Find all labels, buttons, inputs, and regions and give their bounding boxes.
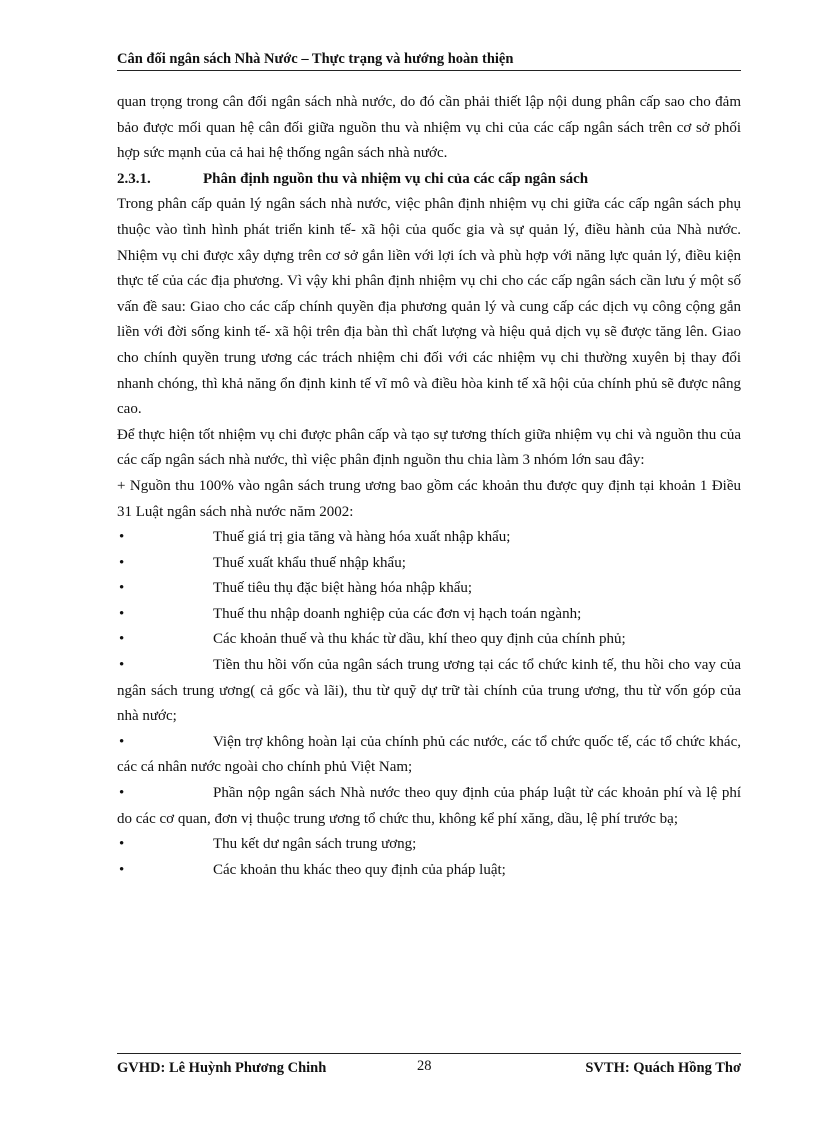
list-item: • Thuế xuất khẩu thuế nhập khẩu; xyxy=(117,551,741,577)
list-item: • Viện trợ không hoàn lại của chính phủ các nước, các tổ chức quốc tế, các tổ chức khác, các cá nhân nước ngoài cho chính phủ Việt Nam; xyxy=(117,730,741,781)
bullet-icon: • xyxy=(119,657,125,674)
running-footer xyxy=(117,1053,741,1076)
list-item: • Thu kết dư ngân sách trung ương; xyxy=(117,832,741,858)
bullet-icon: • xyxy=(119,785,125,802)
bullet-icon: • xyxy=(119,554,125,571)
paragraph-revenue-groups: Để thực hiện tốt nhiệm vụ chi được phân cấp và tạo sự tương thích giữa nhiệm vụ chi và nguồn thu của các cấp ngân sách nhà nước, thì việc phân định nguồn thu chia làm 3 nhóm lớn sau đây: xyxy=(117,426,741,469)
list-item: • Thuế giá trị gia tăng và hàng hóa xuất nhập khẩu; xyxy=(117,525,741,551)
section-heading xyxy=(117,167,741,193)
list-item: • Thuế tiêu thụ đặc biệt hàng hóa nhập khẩu; xyxy=(117,576,741,602)
bullet-icon: • xyxy=(119,529,125,546)
bullet-icon: • xyxy=(119,836,125,853)
list-item: • Các khoản thuế và thu khác từ dầu, khí theo quy định của chính phủ; xyxy=(117,627,741,653)
section-number: 2.3.1. xyxy=(117,170,151,187)
supervisor-name: GVHD: Lê Huỳnh Phương Chinh xyxy=(117,1060,327,1076)
paragraph-intro: quan trọng trong cân đối ngân sách nhà nước, do đó cần phải thiết lập nội dung phân cấp sao cho đảm bảo được mối quan hệ cân đối giữa nguồn thu và nhiệm vụ chi của các cấp ngân sách trên cơ sở phối hợp sức mạnh của cả hai hệ thống ngân sách nhà nước. xyxy=(117,94,741,162)
bullet-icon: • xyxy=(119,580,125,597)
header-title: Cân đối ngân sách Nhà Nước – Thực trạng và hướng hoàn thiện xyxy=(117,51,514,67)
page-number: 28 xyxy=(417,1058,432,1074)
student-name: SVTH: Quách Hồng Thơ xyxy=(585,1060,741,1076)
page-body xyxy=(117,90,741,883)
bullet-icon: • xyxy=(119,631,125,648)
running-header xyxy=(117,50,741,71)
paragraph-central-revenue: + Nguồn thu 100% vào ngân sách trung ương bao gồm các khoản thu được quy định tại khoản 1 Điều 31 Luật ngân sách nhà nước năm 2002: xyxy=(117,477,741,520)
section-title: Phân định nguồn thu và nhiệm vụ chi của các cấp ngân sách xyxy=(203,170,589,187)
paragraph-spending-duties: Trong phân cấp quản lý ngân sách nhà nước, việc phân định nhiệm vụ chi giữa các cấp ngân sách phụ thuộc vào tình hình phát triển kinh tế- xã hội của quốc gia và sự quản lý, điều hành của Nhà nước. Nhiệm vụ chi được xây dựng trên cơ sở gắn liền với lợi ích và phù hợp với năng lực quản lý, điều kiện thực tế của các địa phương. Vì vậy khi phân định nhiệm vụ chi cho các cấp ngân sách cần lưu ý một số vấn đề sau: Giao cho các cấp chính quyền địa phương quản lý và cung cấp các dịch vụ công cộng gắn liền với đời sống kinh tế- xã hội trên địa bàn thì chất lượng và hiệu quả dịch vụ sẽ được tăng lên. Giao cho chính quyền trung ương các trách nhiệm chi đối với các nhiệm vụ chi thường xuyên bị thay đổi nhanh chóng, thì khả năng ổn định kinh tế vĩ mô và điều hòa kinh tế xã hội của chính phủ sẽ được nâng cao. xyxy=(117,196,741,418)
list-item: • Phần nộp ngân sách Nhà nước theo quy định của pháp luật từ các khoản phí và lệ phí do các cơ quan, đơn vị thuộc trung ương tổ chức thu, không kể phí xăng, dầu, lệ phí trước bạ; xyxy=(117,781,741,832)
list-item: • Các khoản thu khác theo quy định của pháp luật; xyxy=(117,858,741,884)
bullet-icon: • xyxy=(119,605,125,622)
list-item: • Thuế thu nhập doanh nghiệp của các đơn vị hạch toán ngành; xyxy=(117,602,741,628)
bullet-icon: • xyxy=(119,861,125,878)
bullet-icon: • xyxy=(119,733,125,750)
list-item: • Tiền thu hồi vốn của ngân sách trung ương tại các tổ chức kinh tế, thu hồi cho vay của ngân sách trung ương( cả gốc và lãi), thu từ quỹ dự trữ tài chính của trung ương, thu từ vốn góp của nhà nước; xyxy=(117,653,741,730)
